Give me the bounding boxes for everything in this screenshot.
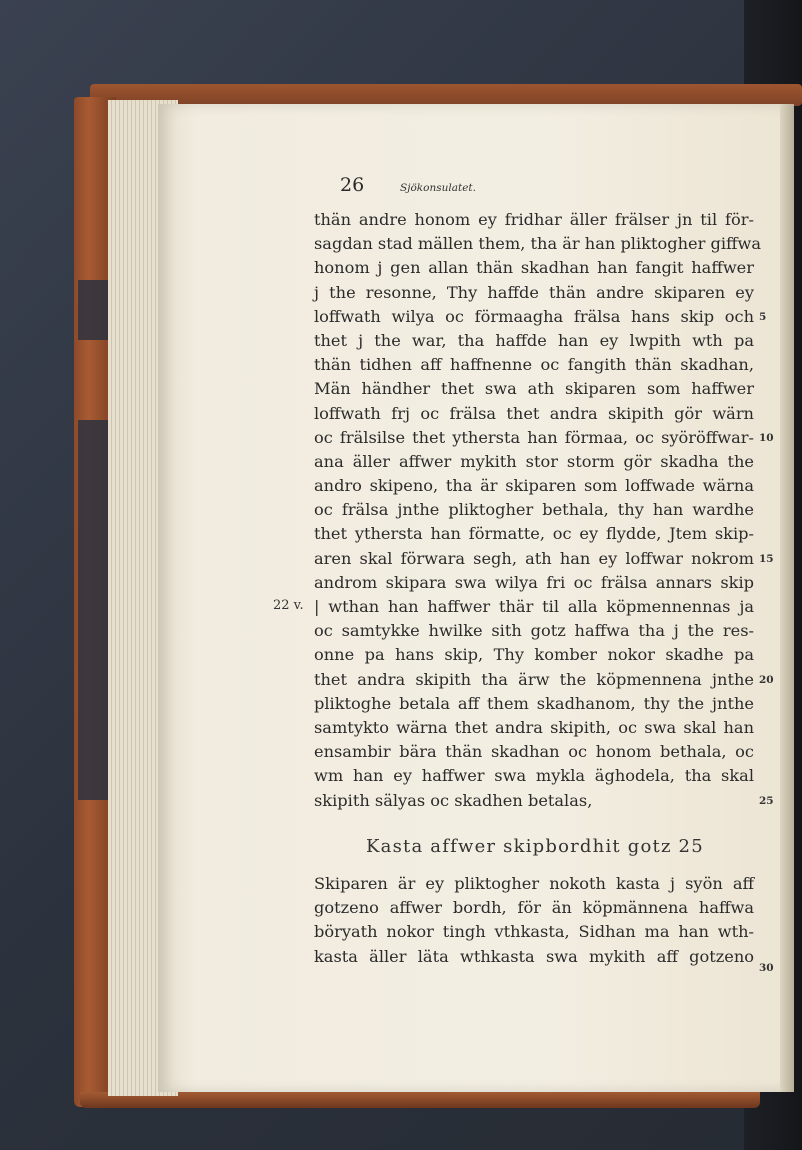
text-line: j the resonne, Thy haffde thän andre skiparen ey: [314, 282, 754, 302]
running-head: Sjökonsulatet.: [400, 182, 476, 194]
text-line: Skiparen är ey pliktogher nokoth kasta j syön aff: [314, 874, 754, 893]
line-number: 10: [759, 432, 774, 444]
text-line: honom j gen allan thän skadhan han fangit haffwer: [314, 258, 754, 278]
text-line: ensambir bära thän skadhan oc honom bethala, oc: [314, 742, 754, 762]
book-cover-bottom: [80, 1092, 760, 1108]
text-line: oc samtykke hwilke sith gotz haffwa tha j the res-: [314, 621, 754, 641]
line-number: 5: [759, 311, 767, 323]
text-line: loffwath wilya oc förmaagha frälsa hans skip och: [314, 306, 754, 326]
text-line: oc frälsa jnthe pliktogher bethala, thy han wardhe: [314, 500, 754, 520]
book-cover-top: [90, 84, 802, 106]
text-block-2: [314, 872, 754, 969]
spine-marbling: [78, 420, 108, 800]
text-line: thet ythersta han förmatte, oc ey flydde, Jtem skip-: [314, 524, 754, 544]
text-line: andro skipeno, tha är skiparen som loffwade wärna: [314, 476, 754, 496]
text-line: | wthan han haffwer thär til alla köpmennennas ja: [314, 597, 754, 616]
text-line: thän andre honom ey fridhar äller frälser jn til för-: [314, 210, 754, 229]
text-line: skipith sälyas oc skadhen betalas,: [314, 790, 593, 810]
text-line: loffwath frj oc frälsa thet andra skipith gör wärn: [314, 403, 754, 423]
text-line: sagdan stad mällen them, tha är han pliktogher giffwa: [314, 234, 762, 254]
text-line: thet andra skipith tha ärw the köpmennena jnthe: [314, 669, 754, 689]
line-number: 15: [759, 553, 774, 565]
text-line: samtykto wärna thet andra skipith, oc swa skal han: [314, 717, 754, 737]
text-line: wm han ey haffwer swa mykla äghodela, tha skal: [314, 766, 754, 786]
text-line: thän tidhen aff haffnenne oc fangith thän skadhan,: [314, 355, 754, 375]
text-line: androm skipara swa wilya fri oc frälsa annars skip: [314, 572, 754, 592]
page-number: 26: [340, 174, 365, 196]
text-line: böryath nokor tingh vthkasta, Sidhan ma han wth-: [314, 922, 754, 942]
text-line: ana äller affwer mykith stor storm gör skadha the: [314, 451, 754, 471]
page-right-edge: [780, 104, 794, 1092]
text-block: [314, 208, 762, 813]
section-heading: Kasta affwer skipbordhit gotz 25: [366, 836, 704, 857]
text-line: pliktoghe betala aff them skadhanom, thy the jnthe: [314, 693, 754, 713]
line-number: 30: [759, 962, 774, 974]
spine-marbling: [78, 280, 108, 340]
line-number: 25: [759, 795, 774, 807]
text-line: oc frälsilse thet ythersta han förmaa, oc syöröffwar-: [314, 427, 754, 447]
line-number: 20: [759, 674, 774, 686]
text-line: gotzeno affwer bordh, för än köpmännena haffwa: [314, 898, 754, 918]
folio-marker: 22 v.: [273, 598, 304, 613]
text-line: Män händher thet swa ath skiparen som haffwer: [314, 379, 754, 399]
text-line: kasta äller läta wthkasta swa mykith aff gotzeno: [314, 946, 754, 966]
text-line: onne pa hans skip, Thy komber nokor skadhe pa: [314, 645, 754, 665]
text-line: thet j the war, tha haffde han ey lwpith wth pa: [314, 330, 754, 350]
text-line: aren skal förwara segh, ath han ey loffwar nokrom: [314, 548, 754, 568]
